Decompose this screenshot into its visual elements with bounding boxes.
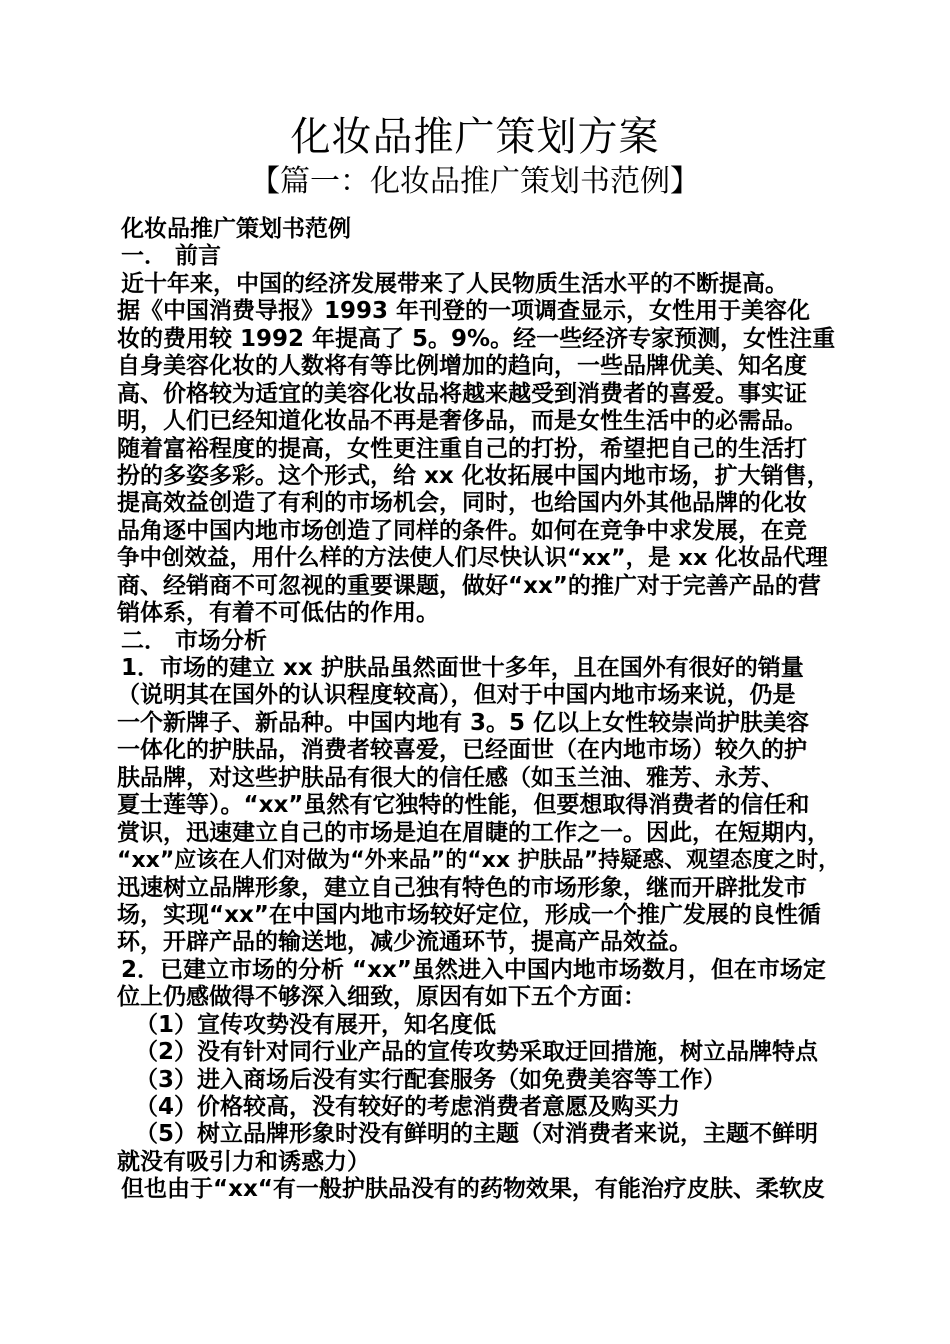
text-line: （2）没有针对同行业产品的宣传攻势采取迂回措施，树立品牌特点: [135, 1039, 819, 1066]
text-line: 提高效益创造了有利的市场机会，同时，也给国内外其他品牌的化妆: [117, 490, 807, 517]
text-line: 夏士莲等）。“xx”虽然有它独特的性能，但要想取得消费者的信任和: [117, 792, 810, 819]
text-line: 肤品牌，对这些护肤品有很大的信任感（如玉兰油、雅芳、永芳、: [117, 764, 784, 791]
text-line: （1）宣传攻势没有展开，知名度低: [135, 1011, 497, 1038]
text-line: 2．已建立市场的分析 “xx”虽然进入中国内地市场数月，但在市场定: [121, 956, 826, 983]
text-line: （3）进入商场后没有实行配套服务（如免费美容等工作）: [135, 1066, 727, 1093]
text-line: （说明其在国外的认识程度较高），但对于中国内地市场来说，仍是: [117, 682, 796, 709]
text-line: 迅速树立品牌形象，建立自己独有特色的市场形象，继而开辟批发市: [117, 874, 807, 901]
text-line: 1．市场的建立 xx 护肤品虽然面世十多年，且在国外有很好的销量: [121, 655, 804, 681]
text-line: 商、经销商不可忽视的重要课题，做好“xx”的推广对于完善产品的营: [117, 572, 821, 599]
text-line: 争中创效益，用什么样的方法使人们尽快认识“xx”，是 xx 化妆品代理: [117, 545, 828, 572]
text-line: 妆的费用较 1992 年提高了 5。9%。经一些经济专家预测，女性注重: [117, 325, 836, 352]
text-line: 环，开辟产品的输送地，减少流通环节，提高产品效益。: [117, 929, 692, 956]
text-line: 随着富裕程度的提高，女性更注重自己的打扮，希望把自己的生活打: [117, 435, 807, 462]
text-line: （5）树立品牌形象时没有鲜明的主题（对消费者来说，主题不鲜明: [135, 1121, 819, 1148]
document-body: [117, 216, 842, 1204]
text-line: 近十年来，中国的经济发展带来了人民物质生活水平的不断提高。: [121, 270, 788, 297]
text-line: 一个新牌子、新品种。中国内地有 3。5 亿以上女性较崇尚护肤美容: [117, 709, 810, 736]
text-line: 但也由于“xx“有一般护肤品没有的药物效果，有能治疗皮肤、柔软皮: [121, 1176, 825, 1203]
text-line: 扮的多姿多彩。这个形式，给 xx 化妆拓展中国内地市场，扩大销售，: [117, 462, 830, 489]
text-line: 一． 前言: [121, 243, 222, 270]
text-line: 高、价格较为适宜的美容化妆品将越来越受到消费者的喜爱。事实证: [117, 380, 807, 407]
text-line: “xx”应该在人们对做为“外来品”的“xx 护肤品”持疑惑、观望态度之时，: [117, 848, 841, 874]
text-line: （4）价格较高，没有较好的考虑消费者意愿及购买力: [135, 1094, 681, 1120]
document-title: 化妆品推广策划方案: [290, 114, 660, 160]
text-line: 位上仍感做得不够深入细致，原因有如下五个方面：: [117, 984, 646, 1011]
text-line: 化妆品推广策划书范例: [121, 216, 351, 242]
text-line: 品角逐中国内地市场创造了同样的条件。如何在竞争中求发展，在竞: [117, 517, 807, 544]
text-line: 自身美容化妆的人数将有等比例增加的趋向，一些品牌优美、知名度: [117, 353, 807, 380]
text-line: 赏识，迅速建立自己的市场是迫在眉睫的工作之一。因此，在短期内，: [117, 819, 830, 846]
text-line: 销体系，有着不可低估的作用。: [117, 600, 439, 627]
text-line: 据《中国消费导报》1993 年刊登的一项调查显示，女性用于美容化: [117, 298, 811, 325]
text-line: 就没有吸引力和诱惑力）: [117, 1148, 370, 1175]
text-line: 一体化的护肤品，消费者较喜爱，已经面世（在内地市场）较久的护: [117, 737, 807, 764]
text-line: 场，实现“xx”在中国内地市场较好定位，形成一个推广发展的良性循: [117, 901, 821, 928]
document-subtitle: 【篇一：化妆品推广策划书范例】: [250, 164, 700, 199]
text-line: 二． 市场分析: [121, 627, 268, 654]
text-line: 明，人们已经知道化妆品不再是奢侈品，而是女性生活中的必需品。: [117, 408, 807, 435]
